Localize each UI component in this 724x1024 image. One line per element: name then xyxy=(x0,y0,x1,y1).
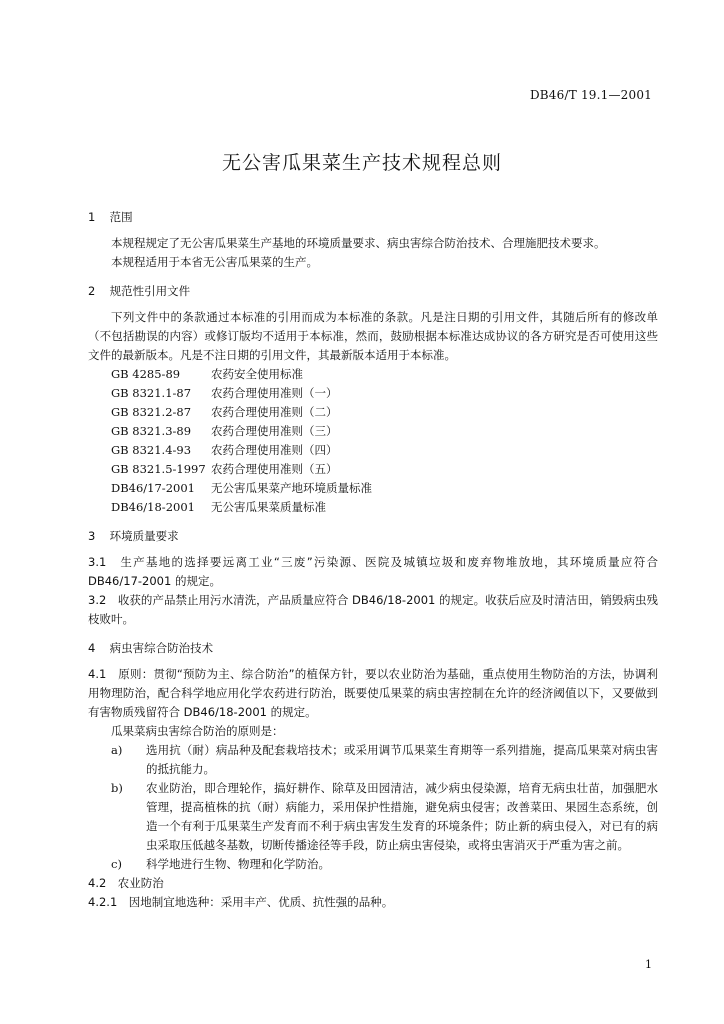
reference-name: 农药安全使用标准 xyxy=(211,367,303,381)
reference-name: 无公害瓜果菜质量标准 xyxy=(211,500,326,514)
section-number: 3 xyxy=(88,529,96,543)
reference-code: GB 8321.3-89 xyxy=(111,424,192,438)
section-1-heading xyxy=(88,208,658,226)
section-title: 规范性引用文件 xyxy=(109,284,191,298)
section-title: 范围 xyxy=(109,210,133,224)
list-item xyxy=(88,855,658,874)
reference-item xyxy=(111,365,658,384)
section-2-heading xyxy=(88,282,658,300)
reference-code: GB 8321.1-87 xyxy=(111,386,192,400)
reference-code: GB 4285-89 xyxy=(111,367,181,381)
reference-name: 农药合理使用准则（二） xyxy=(211,405,338,419)
reference-name: 农药合理使用准则（三） xyxy=(211,424,338,438)
section-number: 4 xyxy=(88,641,96,655)
section-4-heading xyxy=(88,639,658,657)
section-number: 2 xyxy=(88,284,96,298)
reference-code: DB46/17-2001 xyxy=(111,481,195,495)
reference-item xyxy=(111,403,658,422)
section-2-paragraph: 下列文件中的条款通过本标准的引用而成为本标准的条款。凡是注日期的引用文件，其随后所有的修改单（不包括勘误的内容）或修订版均不适用于本标准，然而，鼓励根据本标准达成协议的各方研究是否可使用这些文件的最新版本。凡是不注日期的引用文件，其最新版本适用于本标准。 xyxy=(88,310,658,362)
clause-4-2: 4.2 农业防治 xyxy=(88,876,164,890)
list-label: a) xyxy=(111,743,123,757)
reference-code: GB 8321.4-93 xyxy=(111,443,192,457)
section-3-heading xyxy=(88,527,658,545)
principle-intro: 瓜果菜病虫害综合防治的原则是： xyxy=(111,724,284,738)
reference-name: 无公害瓜果菜产地环境质量标准 xyxy=(211,481,372,495)
reference-list xyxy=(88,365,658,517)
reference-code: GB 8321.5-1997 xyxy=(111,462,206,476)
section-1-paragraph-1: 本规程规定了无公害瓜果菜生产基地的环境质量要求、病虫害综合防治技术、合理施肥技术要求。 xyxy=(111,236,606,250)
document-code: DB46/T 19.1—2001 xyxy=(529,88,652,102)
reference-name: 农药合理使用准则（四） xyxy=(211,443,338,457)
list-item xyxy=(88,779,658,855)
list-text: 农业防治，即合理轮作，搞好耕作、除草及田园清洁，减少病虫侵染源，培育无病虫壮苗，加强肥水管理，提高植株的抗（耐）病能力，采用保护性措施，避免病虫侵害；改善菜田、果园生态系统，创造一个有利于瓜果菜生产发育而不利于病虫害发生发育的环境条件；防止新的病虫侵入，对已有的病虫采取压低越冬基数，切断传播途径等手段，防止病虫害侵染，或将虫害消灭于严重为害之前。 xyxy=(146,781,658,852)
page-number: 1 xyxy=(645,958,652,971)
clause-4-2-1: 4.2.1 因地制宜地选种：采用丰产、优质、抗性强的品种。 xyxy=(88,895,394,909)
section-title: 病虫害综合防治技术 xyxy=(109,641,214,655)
reference-code: DB46/18-2001 xyxy=(111,500,195,514)
reference-item xyxy=(111,460,658,479)
list-label: c) xyxy=(111,857,122,871)
list-item xyxy=(88,741,658,779)
reference-item xyxy=(111,384,658,403)
reference-code: GB 8321.2-87 xyxy=(111,405,192,419)
section-number: 1 xyxy=(88,210,96,224)
list-text: 科学地进行生物、物理和化学防治。 xyxy=(146,857,330,871)
reference-item xyxy=(111,498,658,517)
section-title: 环境质量要求 xyxy=(109,529,179,543)
document-body xyxy=(88,208,658,912)
clause-3-2: 3.2 收获的产品禁止用污水清洗，产品质量应符合 DB46/18-2001 的规定。收获后应及时清洁田，销毁病虫残枝败叶。 xyxy=(88,593,658,626)
list-label: b) xyxy=(111,781,123,795)
reference-item xyxy=(111,441,658,460)
reference-item xyxy=(111,422,658,441)
list-text: 选用抗（耐）病品种及配套栽培技术；或采用调节瓜果菜生育期等一系列措施，提高瓜果菜对病虫害的抵抗能力。 xyxy=(146,743,658,776)
reference-name: 农药合理使用准则（一） xyxy=(211,386,338,400)
section-1-paragraph-2: 本规程适用于本省无公害瓜果菜的生产。 xyxy=(111,255,318,269)
clause-4-1: 4.1 原则：贯彻“预防为主、综合防治”的植保方针，要以农业防治为基础，重点使用生物防治的方法，协调利用物理防治，配合科学地应用化学农药进行防治，既要使瓜果菜的病虫害控制在允许的经济阈值以下，又要做到有害物质残留符合 DB46/18-2001 的规定。 xyxy=(88,667,658,719)
reference-name: 农药合理使用准则（五） xyxy=(211,462,338,476)
reference-item xyxy=(111,479,658,498)
clause-3-1: 3.1 生产基地的选择要远离工业“三废”污染源、医院及城镇垃圾和废弃物堆放地，其环境质量应符合 DB46/17-2001 的规定。 xyxy=(88,555,658,588)
document-title: 无公害瓜果菜生产技术规程总则 xyxy=(221,152,502,174)
